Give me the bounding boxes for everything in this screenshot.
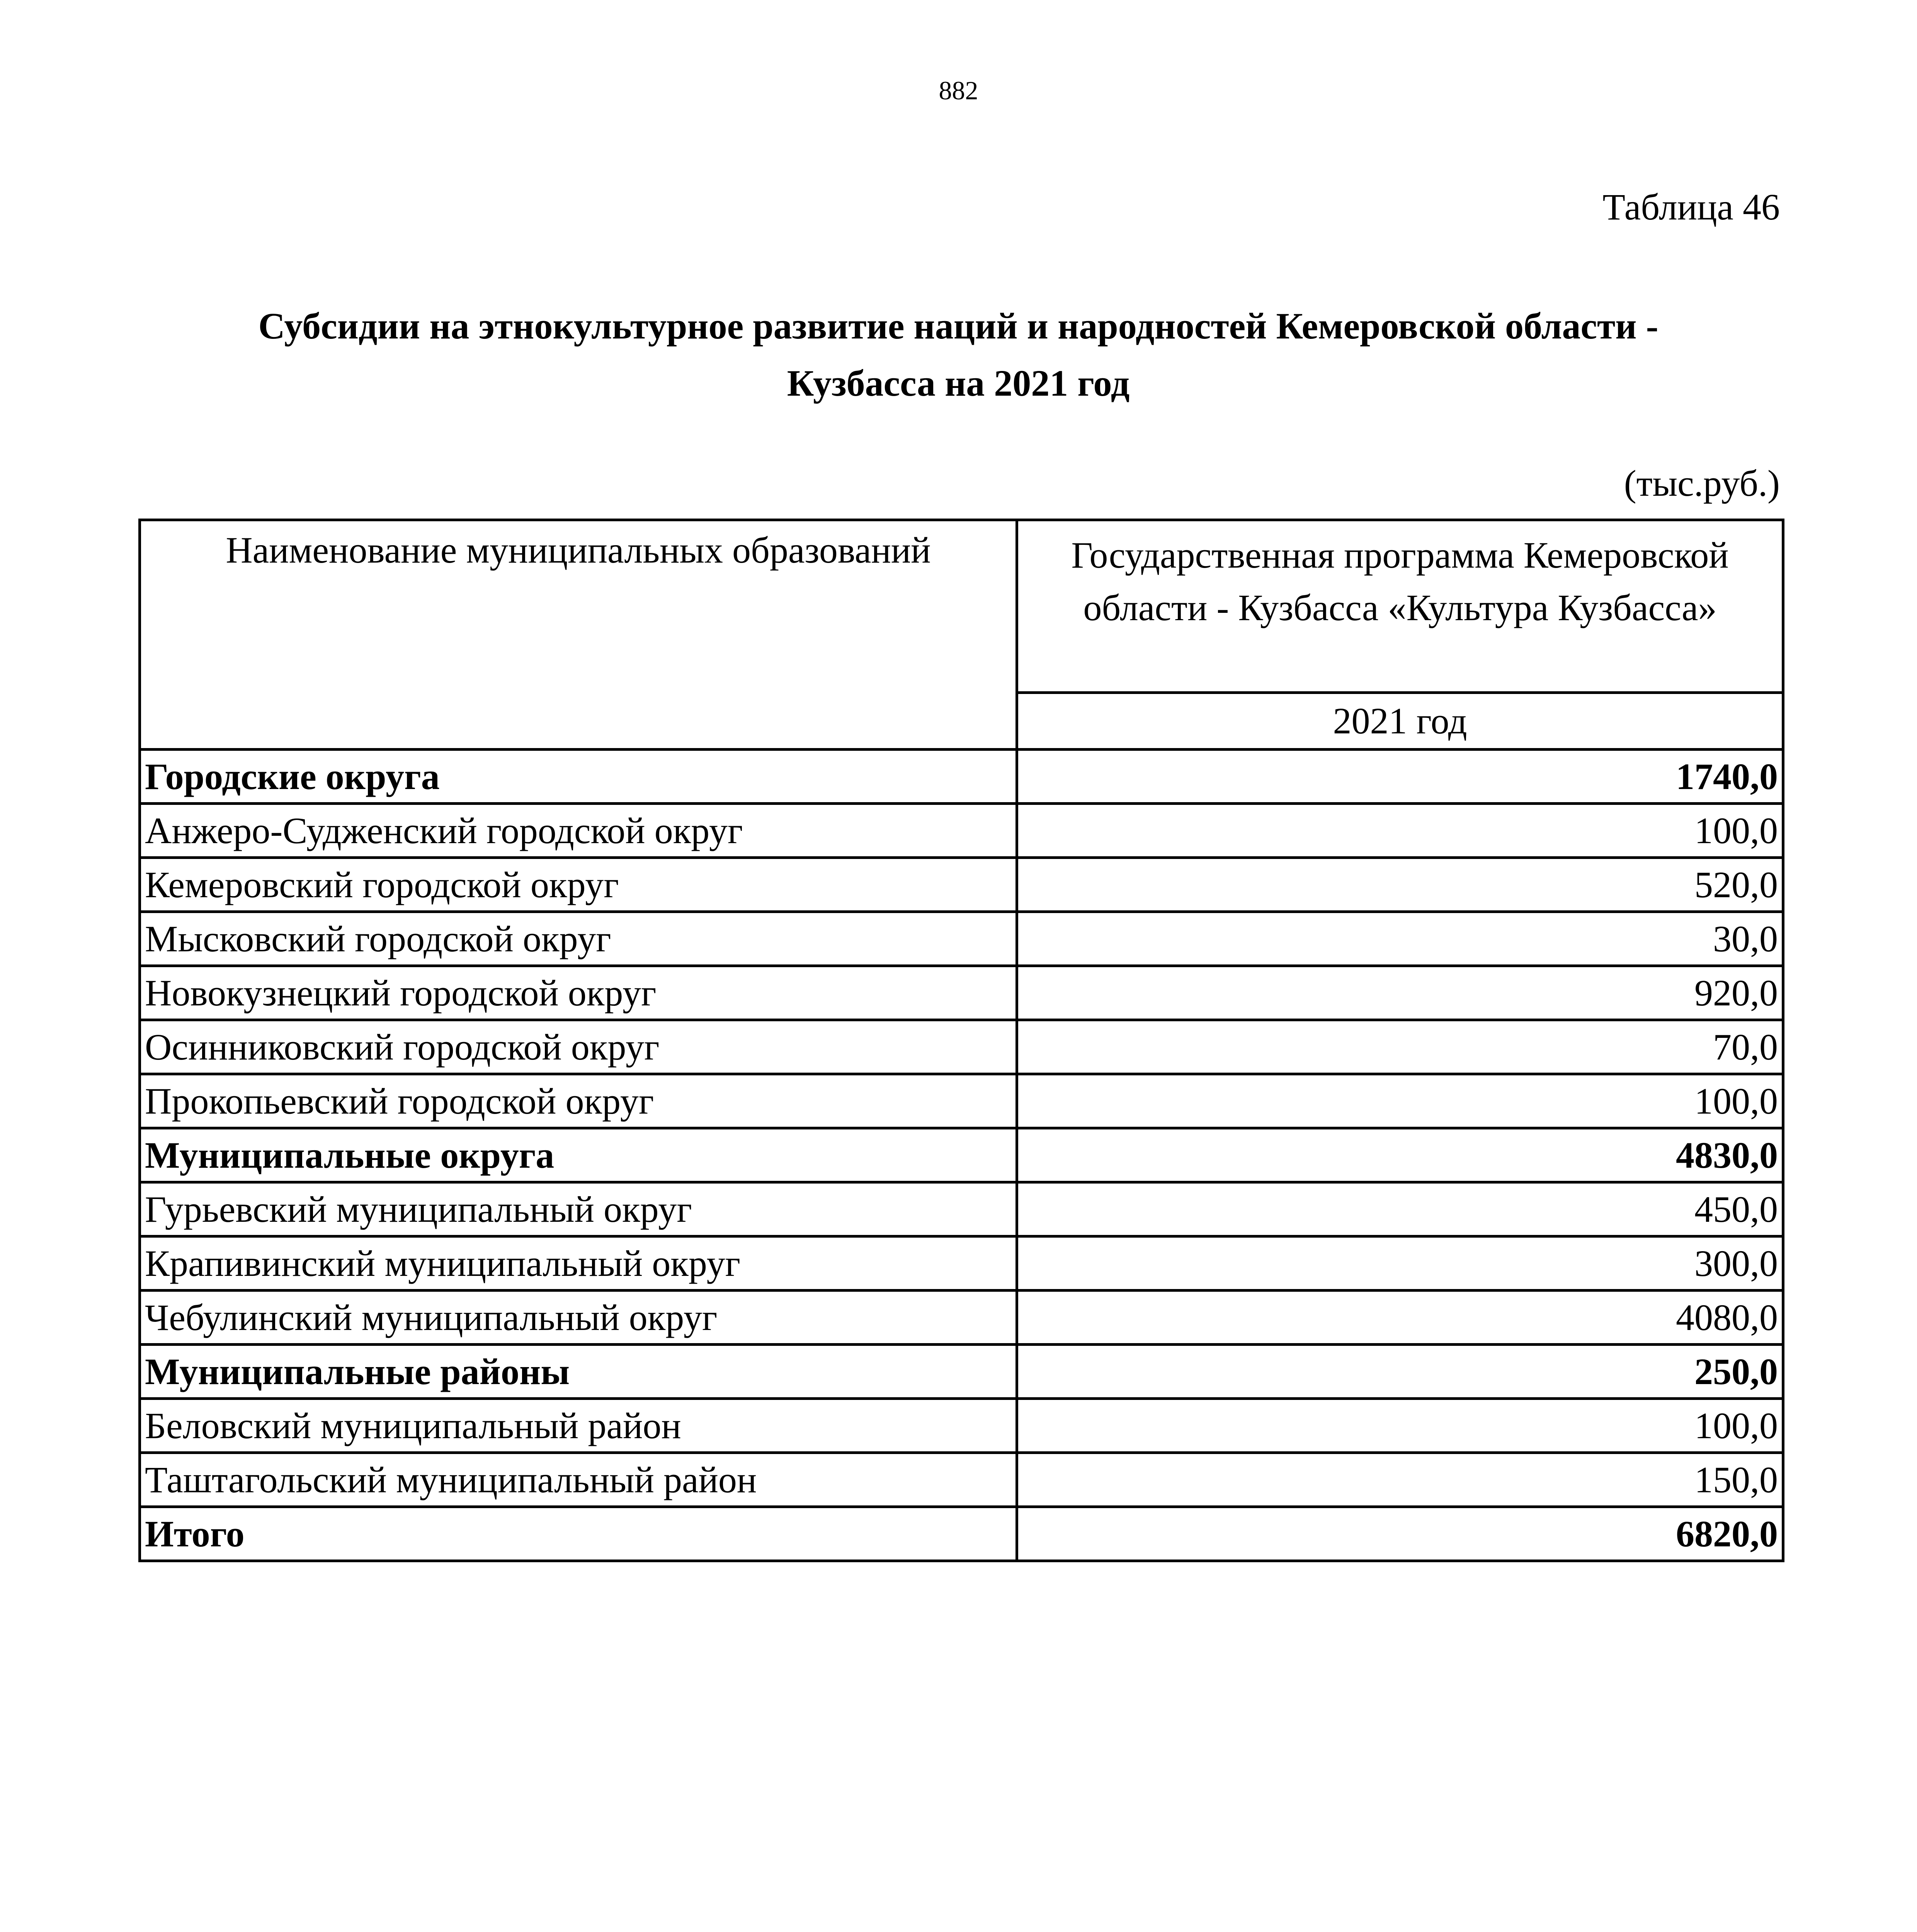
- subsidy-value-cell: 450,0: [1017, 1182, 1783, 1236]
- table-label: Таблица 46: [1602, 186, 1780, 228]
- units-label: (тыс.руб.): [1624, 463, 1780, 504]
- header-row: [140, 520, 1783, 693]
- table-group-row: [140, 750, 1783, 804]
- table-row: [140, 1291, 1783, 1345]
- municipality-name-cell: Муниципальные районы: [140, 1345, 1017, 1399]
- table-row: [140, 1074, 1783, 1128]
- table-group-row: [140, 1128, 1783, 1182]
- table-row: [140, 804, 1783, 858]
- subsidy-value-cell: 300,0: [1017, 1236, 1783, 1291]
- subsidy-value-cell: 920,0: [1017, 966, 1783, 1020]
- municipality-name-cell: Мысковский городской округ: [140, 912, 1017, 966]
- subsidy-value-cell: 30,0: [1017, 912, 1783, 966]
- subsidy-value-cell: 150,0: [1017, 1453, 1783, 1507]
- document-title: [139, 298, 1778, 412]
- subsidy-value-cell: 4080,0: [1017, 1291, 1783, 1345]
- municipality-name-cell: Итого: [140, 1507, 1017, 1561]
- subsidy-table: [138, 519, 1784, 1562]
- title-line-1: Субсидии на этнокультурное развитие наций и народностей Кемеровской области -: [258, 305, 1658, 347]
- municipality-name-cell: Городские округа: [140, 750, 1017, 804]
- subsidy-value-cell: 520,0: [1017, 858, 1783, 912]
- header-program-column: [1017, 520, 1783, 693]
- program-line-2: области - Кузбасса «Культура Кузбасса»: [1083, 587, 1717, 628]
- header-name-column: Наименование муниципальных образований: [140, 520, 1017, 750]
- page-number: 882: [939, 76, 978, 105]
- municipality-name-cell: Осинниковский городской округ: [140, 1020, 1017, 1074]
- table-row: [140, 1236, 1783, 1291]
- table-row: [140, 1453, 1783, 1507]
- municipality-name-cell: Беловский муниципальный район: [140, 1399, 1017, 1453]
- municipality-name-cell: Муниципальные округа: [140, 1128, 1017, 1182]
- municipality-name-cell: Кемеровский городской округ: [140, 858, 1017, 912]
- table-row: [140, 1020, 1783, 1074]
- title-line-2: Кузбасса на 2021 год: [787, 362, 1130, 404]
- municipality-name-cell: Анжеро-Судженский городской округ: [140, 804, 1017, 858]
- subsidy-value-cell: 100,0: [1017, 1074, 1783, 1128]
- program-line-1: Государственная программа Кемеровской: [1071, 534, 1729, 576]
- subsidy-value-cell: 4830,0: [1017, 1128, 1783, 1182]
- municipality-name-cell: Гурьевский муниципальный округ: [140, 1182, 1017, 1236]
- subsidy-value-cell: 1740,0: [1017, 750, 1783, 804]
- subsidy-value-cell: 100,0: [1017, 804, 1783, 858]
- table-group-row: [140, 1345, 1783, 1399]
- municipality-name-cell: Таштагольский муниципальный район: [140, 1453, 1017, 1507]
- table-row: [140, 912, 1783, 966]
- header-year: 2021 год: [1017, 693, 1783, 750]
- subsidy-value-cell: 100,0: [1017, 1399, 1783, 1453]
- municipality-name-cell: Крапивинский муниципальный округ: [140, 1236, 1017, 1291]
- municipality-name-cell: Прокопьевский городской округ: [140, 1074, 1017, 1128]
- subsidy-value-cell: 250,0: [1017, 1345, 1783, 1399]
- table-row: [140, 858, 1783, 912]
- subsidy-value-cell: 6820,0: [1017, 1507, 1783, 1561]
- municipality-name-cell: Новокузнецкий городской округ: [140, 966, 1017, 1020]
- subsidy-value-cell: 70,0: [1017, 1020, 1783, 1074]
- table-row: [140, 966, 1783, 1020]
- table-group-row: [140, 1507, 1783, 1561]
- table-row: [140, 1399, 1783, 1453]
- table-row: [140, 1182, 1783, 1236]
- table-body: [140, 750, 1783, 1561]
- municipality-name-cell: Чебулинский муниципальный округ: [140, 1291, 1017, 1345]
